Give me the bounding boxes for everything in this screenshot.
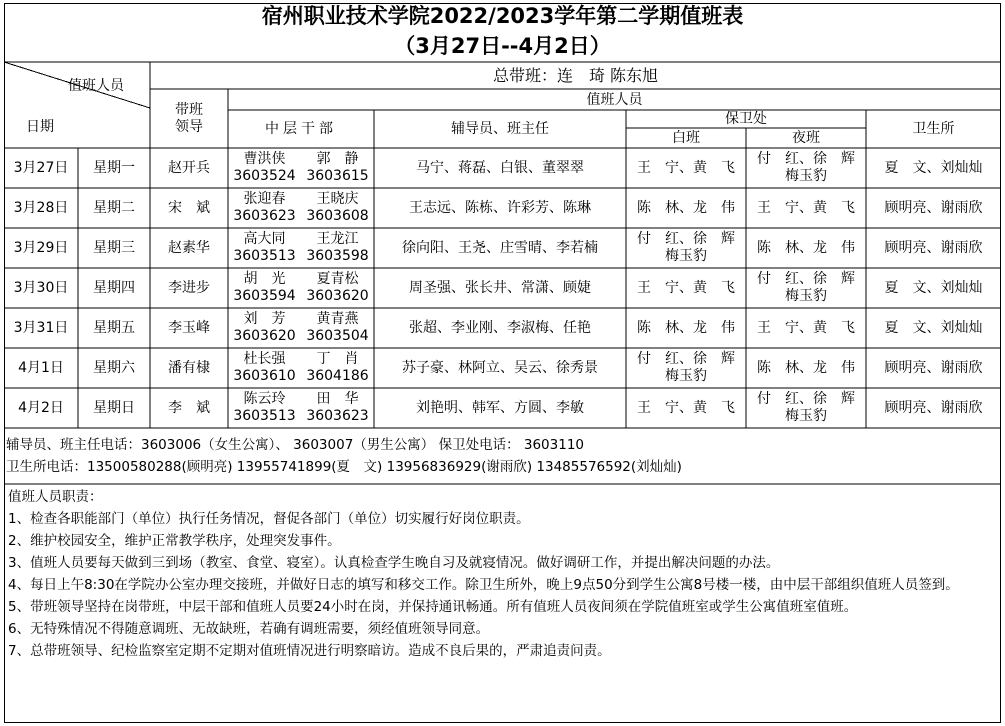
cadre2-cell-line2: 3603608 [306,208,369,224]
night-shift-cell-line2: 梅玉豹 [785,408,827,424]
duty-item: 3、值班人员要每天做到三到场（教室、食堂、寝室）。认真检查学生晚自习及就寝情况。做好调研工作，并提出解决问题的办法。 [8,555,780,571]
leader-cell: 潘有棣 [168,360,210,376]
counselor-cell: 周圣强、张长井、常潇、顾婕 [409,280,591,296]
night-shift-cell-line2: 梅玉豹 [785,168,827,184]
cadre1-cell [228,188,301,228]
leader-cell: 宋 斌 [168,200,210,216]
corner-header-date: 日期 [26,119,54,135]
cadre2-cell-line2: 3603615 [306,168,369,184]
duty-item: 2、维护校园安全，维护正常教学秩序，处理突发事件。 [8,533,341,549]
night-shift-cell-line2: 梅玉豹 [785,288,827,304]
counselor-cell: 王志远、陈栋、许彩芳、陈琳 [409,200,591,216]
day-shift-cell-line1: 付 红、徐 辉 [637,351,735,367]
cadre2-cell-line1: 田 华 [316,391,359,407]
cadre2-cell-line1: 郭 静 [316,151,359,167]
duties-section [8,486,993,662]
clinic-cell: 顾明亮、谢雨欣 [884,360,983,376]
cadre2-cell [301,348,374,388]
night-shift-cell: 王 宁、黄 飞 [757,200,855,216]
duty-item: 6、无特殊情况不得随意调班、无故缺班，若确有调班需要，须经值班领导同意。 [8,621,490,637]
cadre2-cell [301,388,374,428]
night-shift-header: 夜班 [792,130,820,146]
cadre2-cell-line1: 黄青燕 [316,311,359,327]
counselor-cell: 苏子豪、林阿立、吴云、徐秀景 [402,360,598,376]
leader-cell: 李进步 [168,280,210,296]
date-cell: 4月2日 [18,400,64,416]
night-shift-cell [746,268,866,308]
night-shift-cell: 陈 林、龙 伟 [757,240,855,256]
cadre2-cell [301,228,374,268]
duty-item: 5、带班领导坚持在岗带班，中层干部和值班人员要24小时在岗，并保持通讯畅通。所有值班人员夜间须在学院值班室或学生公寓值班室值班。 [8,599,858,615]
cadre1-cell [228,388,301,428]
duties-heading: 值班人员职责： [8,489,103,505]
day-shift-cell-line1: 付 红、徐 辉 [637,231,735,247]
cadre2-cell [301,148,374,188]
cadre1-cell-line2: 3603623 [233,208,296,224]
day-shift-cell: 王 宁、黄 飞 [637,400,735,416]
day-shift-cell-line2: 梅玉豹 [665,368,707,384]
day-shift-cell [626,348,746,388]
cadre1-cell-line2: 3603620 [233,328,296,344]
phone-line-counselor: 辅导员、班主任电话：3603006（女生公寓）、 3603007（男生公寓） 保卫处电话： 3603110 [6,437,584,453]
date-cell: 3月27日 [13,160,69,176]
cadre1-cell-line1: 曹洪侠 [243,151,286,167]
general-duty-header: 总带班：连 琦 陈东旭 [492,65,659,85]
clinic-header: 卫生所 [912,121,955,137]
phone-line-clinic: 卫生所电话：13500580288(顾明亮) 13955741899(夏 文) 13956836929(谢雨欣) 13485576592(刘灿灿) [6,459,682,475]
cadre2-cell-line2: 3603623 [306,408,369,424]
leader-header-line1: 带班 [175,101,203,118]
day-shift-cell-line2: 梅玉豹 [665,248,707,264]
date-cell: 4月1日 [18,360,64,376]
page-title: 宿州职业技术学院2022/2023学年第二学期值班表 [261,4,744,28]
clinic-cell: 夏 文、刘灿灿 [884,320,983,336]
cadre2-cell [301,308,374,348]
cadre2-cell-line2: 3604186 [306,368,369,384]
cadre1-cell-line2: 3603513 [233,408,296,424]
cadre1-cell-line1: 刘 芳 [243,311,286,327]
night-shift-cell-line1: 付 红、徐 辉 [757,271,855,287]
cadre1-cell [228,228,301,268]
middle-cadre-header: 中层干部 [265,121,337,137]
day-shift-cell: 王 宁、黄 飞 [637,160,735,176]
duty-item: 4、每日上午8:30在学院办公室办理交接班，并做好日志的填写和移交工作。除卫生所外，晚上9点50分到学生公寓8号楼一楼，由中层干部组织值班人员签到。 [8,577,959,593]
night-shift-cell: 陈 林、龙 伟 [757,360,855,376]
cadre2-cell-line1: 丁 肖 [316,351,359,367]
clinic-cell: 夏 文、刘灿灿 [884,280,983,296]
leader-cell: 李 斌 [168,400,210,416]
counselor-cell: 刘艳明、韩军、方圆、李敏 [416,400,584,416]
cadre1-cell [228,268,301,308]
corner-header-staff: 值班人员 [68,78,124,94]
clinic-cell: 顾明亮、谢雨欣 [884,200,983,216]
weekday-cell: 星期一 [93,160,135,176]
cadre1-cell-line2: 3603513 [233,248,296,264]
cadre1-cell [228,348,301,388]
weekday-cell: 星期五 [93,320,135,336]
clinic-cell: 顾明亮、谢雨欣 [884,240,983,256]
cadre2-cell-line1: 王龙江 [316,231,359,247]
night-shift-cell-line1: 付 红、徐 辉 [757,151,855,167]
cadre1-cell-line1: 胡 光 [243,271,286,287]
day-shift-cell: 陈 林、龙 伟 [637,200,735,216]
leader-header [150,89,228,148]
cadre2-cell-line2: 3603504 [306,328,369,344]
cadre2-cell [301,188,374,228]
counselor-cell: 张超、李业刚、李淑梅、任艳 [409,320,591,336]
cadre1-cell-line1: 高大同 [243,231,286,247]
day-shift-header: 白班 [672,130,700,146]
duty-staff-header: 值班人员 [586,91,643,108]
cadre1-cell-line1: 杜长强 [243,351,286,367]
date-cell: 3月29日 [13,240,69,256]
weekday-cell: 星期二 [93,200,135,216]
date-cell: 3月31日 [13,320,69,336]
duty-item: 7、总带班领导、纪检监察室定期不定期对值班情况进行明察暗访。造成不良后果的，严肃追责问责。 [8,643,611,659]
night-shift-cell: 王 宁、黄 飞 [757,320,855,336]
counselor-cell: 徐向阳、王尧、庄雪晴、李若楠 [402,240,598,256]
day-shift-cell: 陈 林、龙 伟 [637,320,735,336]
counselor-header: 辅导员、班主任 [451,121,549,137]
weekday-cell: 星期四 [93,280,135,296]
clinic-cell: 顾明亮、谢雨欣 [884,400,983,416]
cadre2-cell-line1: 夏青松 [316,271,359,287]
leader-cell: 赵开兵 [168,160,210,176]
night-shift-cell-line1: 付 红、徐 辉 [757,391,855,407]
date-cell: 3月28日 [13,200,69,216]
weekday-cell: 星期三 [93,240,135,256]
cadre1-cell [228,148,301,188]
weekday-cell: 星期六 [93,360,135,376]
leader-cell: 赵素华 [168,240,210,256]
night-shift-cell [746,148,866,188]
leader-cell: 李玉峰 [168,320,210,336]
day-shift-cell: 王 宁、黄 飞 [637,280,735,296]
cadre2-cell-line2: 3603598 [306,248,369,264]
duty-item: 1、检查各职能部门（单位）执行任务情况，督促各部门（单位）切实履行好岗位职责。 [8,511,530,527]
cadre1-cell-line1: 张迎春 [243,191,286,207]
cadre1-cell-line2: 3603610 [233,368,296,384]
cadre2-cell [301,268,374,308]
leader-header-line2: 领导 [175,118,203,135]
security-header: 保卫处 [725,111,767,127]
cadre1-cell [228,308,301,348]
page-subtitle: （3月27日--4月2日） [394,34,611,58]
cadre1-cell-line2: 3603524 [233,168,296,184]
cadre1-cell-line1: 陈云玲 [243,391,286,407]
cadre1-cell-line2: 3603594 [233,288,296,304]
night-shift-cell [746,388,866,428]
clinic-cell: 夏 文、刘灿灿 [884,160,983,176]
cadre2-cell-line2: 3603620 [306,288,369,304]
weekday-cell: 星期日 [93,400,135,416]
counselor-cell: 马宁、蒋磊、白银、董翠翠 [416,160,584,176]
cadre2-cell-line1: 王晓庆 [316,191,359,207]
date-cell: 3月30日 [13,280,69,296]
day-shift-cell [626,228,746,268]
